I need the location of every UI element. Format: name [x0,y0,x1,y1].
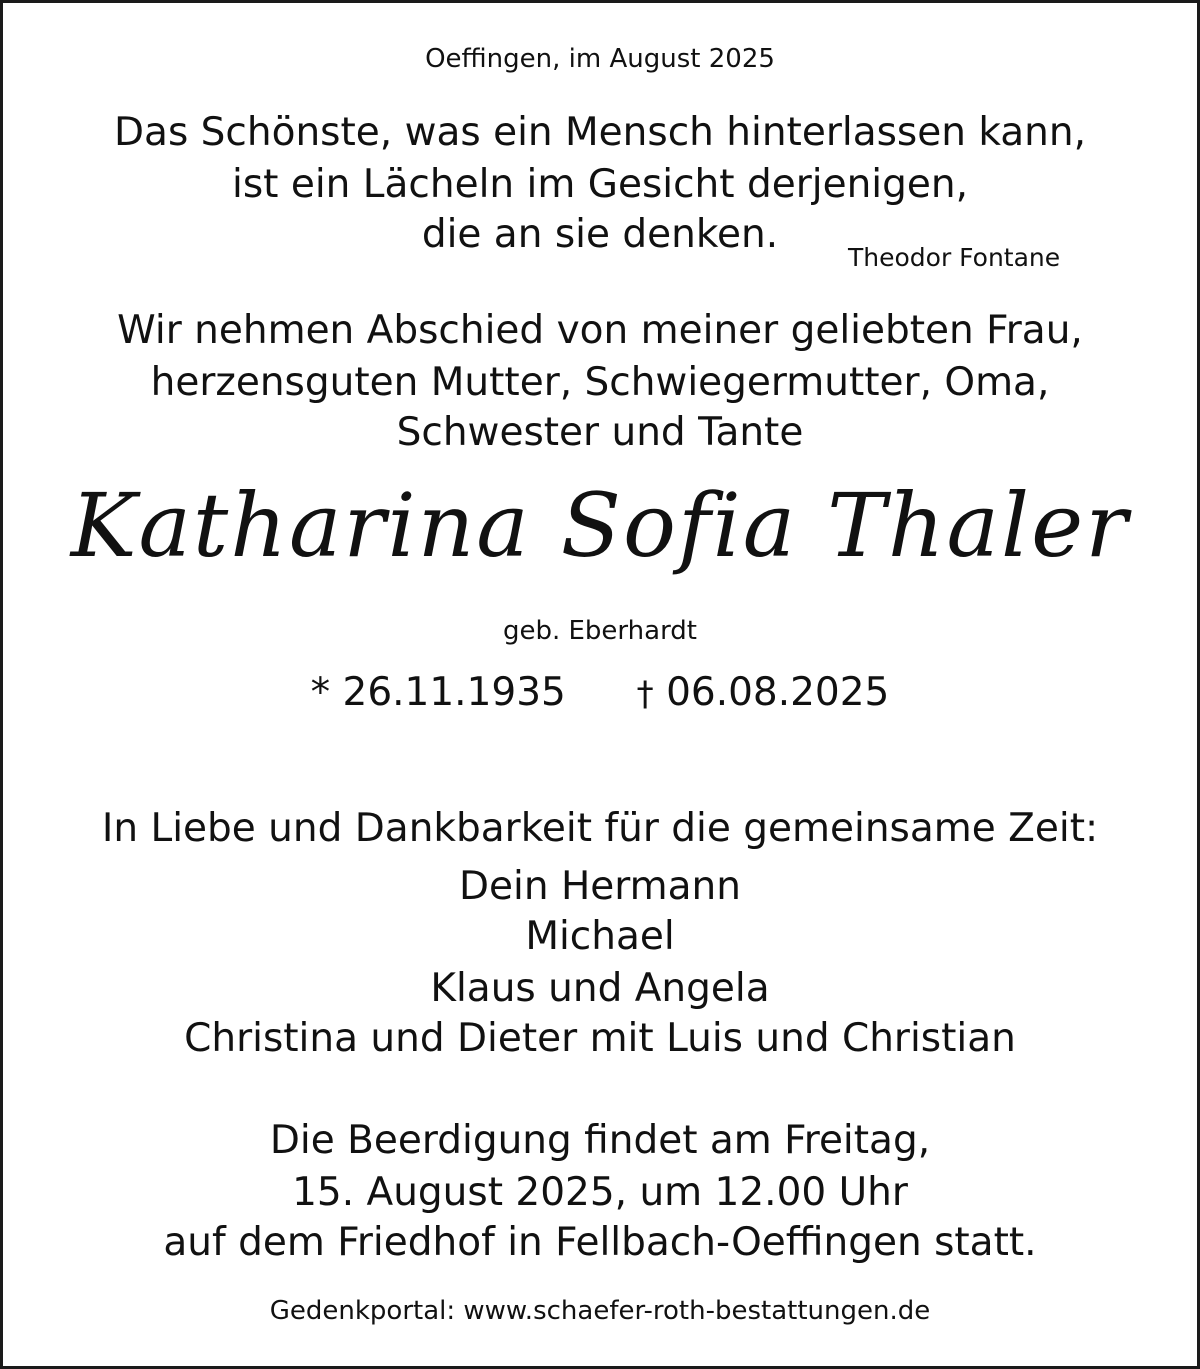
intro-line-2: herzensguten Mutter, Schwiegermutter, Oma, [150,360,1050,405]
mourners-heading: In Liebe und Dankbarkeit für die gemeinsame Zeit: [101,806,1099,851]
mourner-2: Michael [525,914,675,959]
birth-symbol: * [310,670,331,715]
quote-line-1: Das Schönste, was ein Mensch hinterlassen kann, [114,110,1086,155]
funeral-line-3: auf dem Friedhof in Fellbach-Oeffingen statt. [163,1220,1037,1265]
death-cross-icon: † [636,674,654,714]
intro-line-3: Schwester und Tante [396,410,804,455]
funeral-line-1: Die Beerdigung findet am Freitag, [269,1118,931,1163]
quote-author: Theodor Fontane [848,243,1061,272]
death-date: 06.08.2025 [666,670,890,715]
funeral-line-2: 15. August 2025, um 12.00 Uhr [292,1170,908,1215]
life-dates [0,670,1200,715]
place-date: Oeffingen, im August 2025 [425,44,775,74]
birth-date: 26.11.1935 [342,670,566,715]
birth-name: geb. Eberhardt [502,616,698,646]
quote-line-2: ist ein Lächeln im Gesicht derjenigen, [232,162,968,207]
quote-line-3: die an sie denken. [421,212,779,257]
mourner-4: Christina und Dieter mit Luis und Christian [184,1016,1016,1061]
intro-line-1: Wir nehmen Abschied von meiner geliebten Frau, [117,308,1083,353]
mourner-3: Klaus und Angela [430,966,770,1011]
mourner-1: Dein Hermann [459,864,741,909]
deceased-name: Katharina Sofia Thaler [70,474,1130,577]
memorial-portal: Gedenkportal: www.schaefer-roth-bestattungen.de [269,1296,931,1326]
